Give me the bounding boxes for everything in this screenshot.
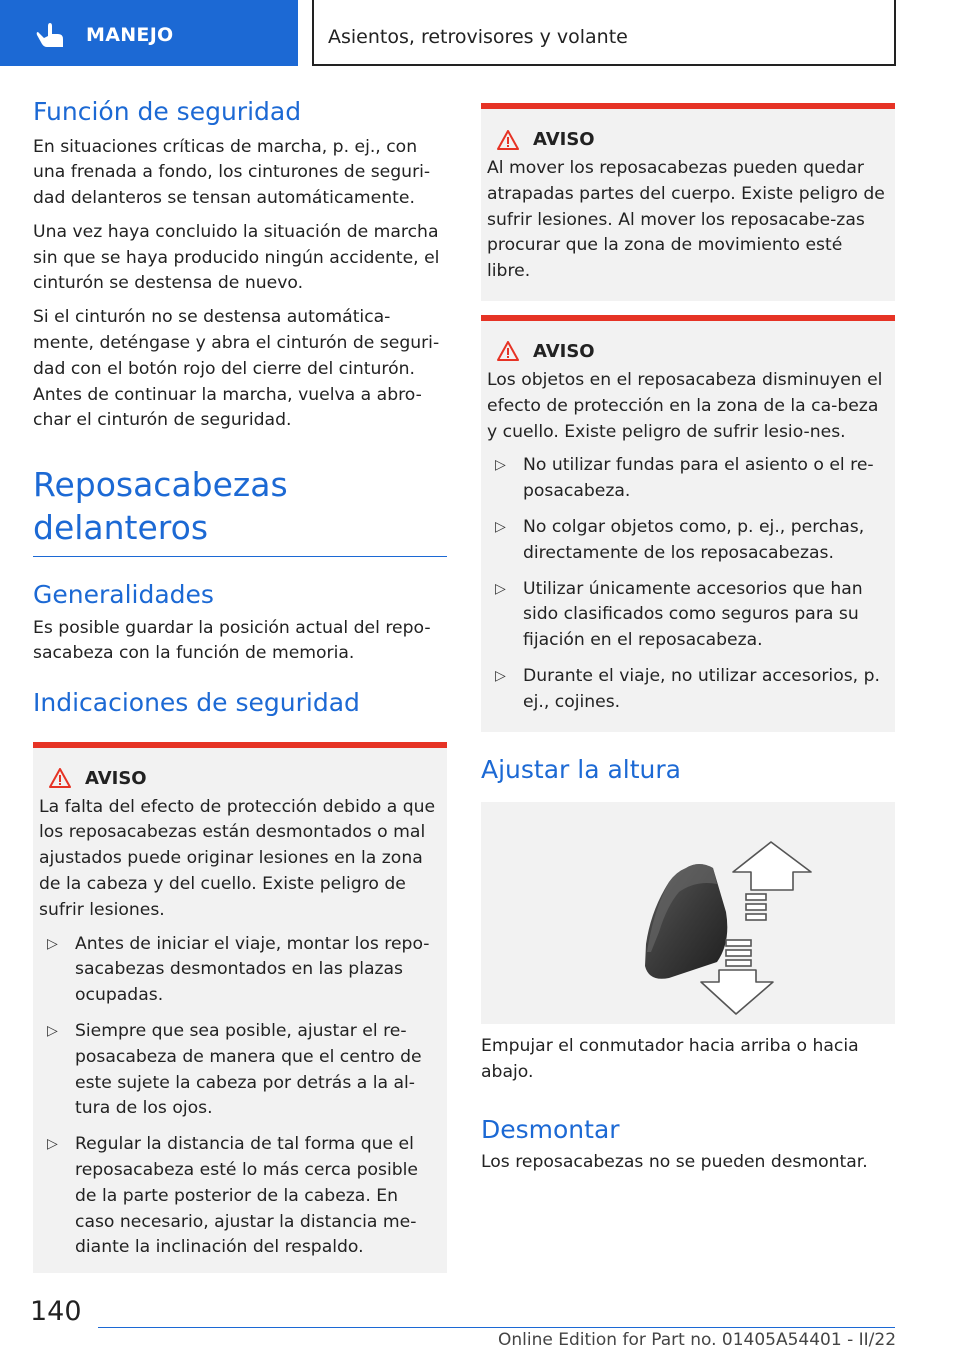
seguridad-paragraph-1: En situaciones críticas de marcha, p. ej., con una frenada a fondo, los cinturones de seguri-dad delanteros se tensan automáticamente.: [33, 136, 431, 209]
altura-paragraph: Empujar el conmutador hacia arriba o hacia abajo.: [481, 1036, 859, 1082]
desmontar-paragraph: Los reposacabezas no se pueden desmontar.: [481, 1152, 868, 1173]
warning-header: [487, 129, 887, 150]
bullet-icon: ▷: [47, 1136, 58, 1153]
bullet-icon: ▷: [495, 518, 506, 535]
chapter-box: [312, 0, 896, 66]
list-item: [39, 1019, 439, 1122]
right-column: [481, 103, 895, 1176]
desmontar-heading: Desmontar: [481, 1114, 620, 1144]
headrest-switch-image: [481, 802, 895, 1024]
altura-heading: Ajustar la altura: [481, 754, 681, 784]
warning-label: AVISO: [85, 767, 147, 789]
list-item: [39, 1132, 439, 1261]
warning-text: La falta del efecto de protección debido a que los reposacabezas están desmontados o mal ajustados puede originar lesiones en la zona de la cabeza y del cuello. Existe peligro de sufrir lesiones.: [39, 796, 436, 920]
warning-triangle-icon: [497, 341, 519, 361]
bullet-icon: ▷: [495, 580, 506, 597]
footer-divider: [98, 1327, 895, 1328]
warning-box-2: [481, 103, 895, 301]
warning-header: [487, 341, 887, 362]
list-item: [487, 515, 887, 567]
page-number: 140: [30, 1296, 82, 1327]
bullet-icon: ▷: [47, 935, 58, 952]
seguridad-paragraph-2: Una vez haya concluido la situación de marcha sin que se haya producido ningún accidente, el cinturón se destensa de nuevo.: [33, 221, 440, 294]
bullet-icon: ▷: [495, 457, 506, 474]
warning-triangle-icon: [49, 768, 71, 788]
edition-note: Online Edition for Part no. 01405A54401 - II/22: [498, 1330, 897, 1350]
warning-header: [39, 768, 439, 789]
list-item: [39, 932, 439, 1009]
warning-list: [487, 453, 887, 715]
seguridad-paragraph-3: Si el cinturón no se destensa automática-mente, deténgase y abra el cinturón de seguri-dad con el botón rojo del cierre del cinturón. Antes de continuar la marcha, vuelva a abro-char el cinturón de seguridad.: [33, 307, 440, 431]
bullet-icon: ▷: [495, 667, 506, 684]
warning-text: Los objetos en el reposacabeza disminuyen el efecto de protección en la zona de la ca-beza y cuello. Existe peligro de sufrir lesio-nes.: [487, 369, 883, 442]
warning-box-3: [481, 315, 895, 732]
list-item-text: No utilizar fundas para el asiento o el re-posacabeza.: [523, 455, 874, 502]
warning-text: Al mover los reposacabezas pueden quedar atrapadas partes del cuerpo. Existe peligro de sufrir lesiones. Al mover los reposacabe-zas procurar que la zona de movimiento esté libre.: [487, 158, 885, 282]
warning-label: AVISO: [533, 340, 595, 362]
page-header: [0, 0, 960, 66]
reposacabezas-heading: Reposacabezas delanteros: [33, 464, 447, 557]
list-item-text: Durante el viaje, no utilizar accesorios, p. ej., cojines.: [523, 665, 880, 712]
warning-label: AVISO: [533, 129, 595, 150]
list-item-text: No colgar objetos como, p. ej., perchas, directamente de los reposacabezas.: [523, 516, 865, 563]
warning-list: [39, 932, 439, 1262]
warning-box-1: [33, 742, 447, 1274]
headrest-switch-illustration: [481, 802, 895, 1024]
indicaciones-heading: Indicaciones de seguridad: [33, 688, 360, 718]
left-column: [33, 96, 447, 1273]
list-item-text: Regular la distancia de tal forma que el reposacabeza esté lo más cerca posible de la parte posterior de la cabeza. En caso necesario, ajustar la distancia me-diante la inclinación del respaldo.: [75, 1134, 418, 1258]
list-item: [487, 453, 887, 505]
chapter-title: Asientos, retrovisores y volante: [328, 26, 628, 48]
bullet-icon: ▷: [47, 1023, 58, 1040]
list-item-text: Siempre que sea posible, ajustar el re-posacabeza de manera que el centro de este sujete la cabeza por detrás a la al-tura de los ojos.: [75, 1021, 422, 1119]
generalidades-paragraph: Es posible guardar la posición actual del repo-sacabeza con la función de memoria.: [33, 617, 431, 664]
list-item: [487, 664, 887, 716]
section-label: MANEJO: [86, 24, 174, 46]
list-item-text: Antes de iniciar el viaje, montar los repo-sacabezas desmontados en las plazas ocupadas.: [75, 933, 430, 1006]
hand-steering-icon: [36, 22, 66, 48]
section-tab: [0, 0, 298, 66]
list-item-text: Utilizar únicamente accesorios que han sido clasificados como seguros para su fijación en el reposacabeza.: [523, 578, 863, 651]
seguridad-heading: Función de seguridad: [33, 97, 302, 126]
generalidades-heading: Generalidades: [33, 580, 214, 610]
warning-triangle-icon: [497, 130, 519, 150]
list-item: [487, 577, 887, 654]
